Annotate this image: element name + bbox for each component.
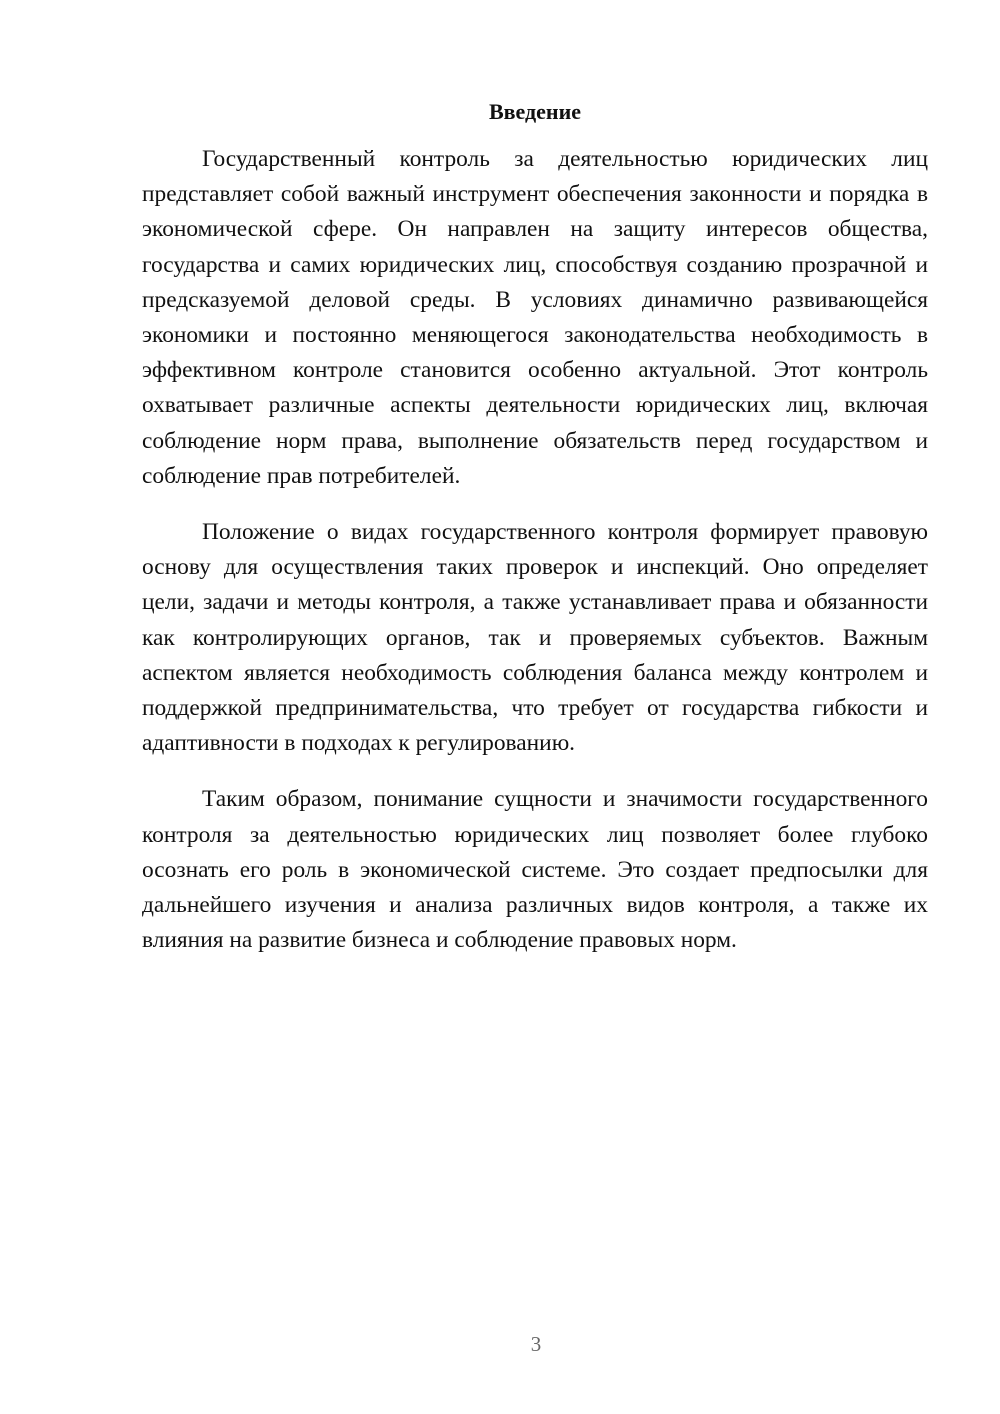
paragraph-2: Положение о видах государственного контроля формирует правовую основу для осуществления таких проверок и инспекций. Оно определяет цели, задачи и методы контроля, а также устанавливает права и обязанности как контролирующих органов, так и проверяемых субъектов. Важным аспектом является необходимость соблюдения баланса между контролем и поддержкой предпринимательства, что требует от государства гибкости и адаптивности в подходах к регулированию.: [142, 519, 928, 757]
paragraph-3: Таким образом, понимание сущности и значимости государственного контроля за деятельностью юридических лиц позволяет более глубоко осознать его роль в экономической системе. Это создает предпосылки для дальнейшего изучения и анализа различных видов контроля, а также их влияния на развитие бизнеса и соблюдение правовых норм.: [142, 786, 928, 954]
paragraph-1: Государственный контроль за деятельностью юридических лиц представляет собой важный инструмент обеспечения законности и порядка в экономической сфере. Он направлен на защиту интересов общества, государства и самих юридических лиц, способствуя созданию прозрачной и предсказуемой деловой среды. В условиях динамично развивающейся экономики и постоянно меняющегося законодательства необходимость в эффективном контроле становится особенно актуальной. Этот контроль охватывает различные аспекты деятельности юридических лиц, включая соблюдение норм права, выполнение обязательств перед государством и соблюдение прав потребителей.: [142, 146, 928, 489]
body-text: [142, 142, 928, 979]
page-number: 3: [530, 1332, 542, 1356]
section-heading: Введение: [488, 99, 582, 124]
